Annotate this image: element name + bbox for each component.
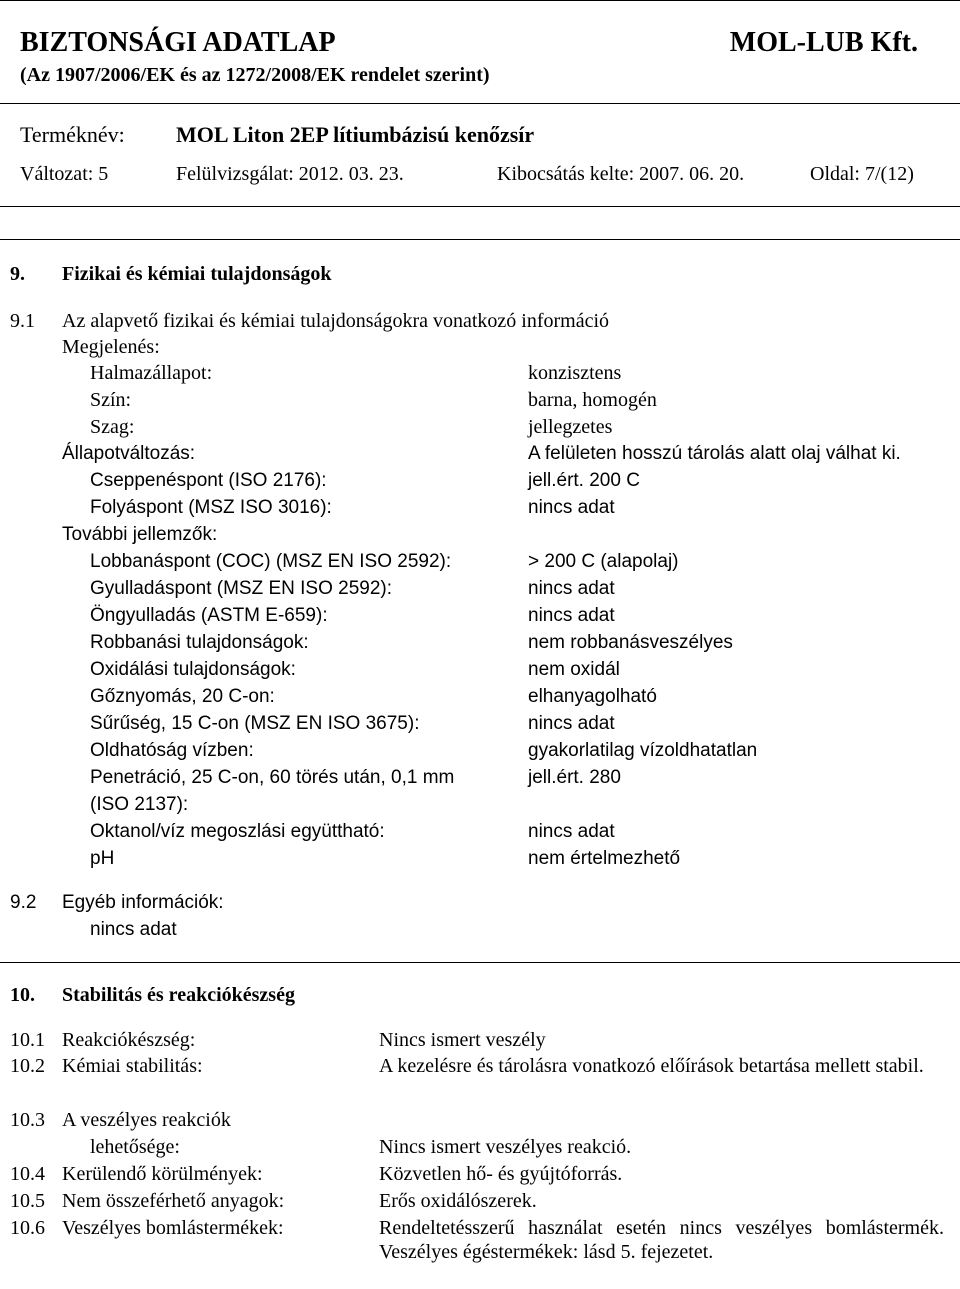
ph-label: pH [90,848,115,869]
item-10-5-label: Nem összeférhető anyagok: [62,1190,285,1212]
vapor-pressure-value: elhanyagolható [528,686,657,707]
penetration-value: jell.ért. 280 [528,767,621,788]
other-properties-label: További jellemzők: [62,524,218,545]
flash-point-coc-label: Lobbanáspont (COC) (MSZ EN ISO 2592): [90,551,452,572]
penetration-label-cont: (ISO 2137): [90,794,189,815]
section-10-title: Stabilitás és reakciókészség [62,984,295,1006]
company-name: MOL-LUB Kft. [729,27,918,58]
document-title: BIZTONSÁGI ADATLAP [20,27,336,58]
drop-point-value: jell.ért. 200 C [528,470,640,491]
autoignition-value: nincs adat [528,605,615,626]
page-number: Oldal: 7/(12) [810,163,914,185]
section-10-number: 10. [10,984,35,1006]
octanol-water-label: Oktanol/víz megoszlási együttható: [90,821,385,842]
revision-date: Felülvizsgálat: 2012. 03. 23. [176,163,404,185]
section-rule [0,239,960,240]
item-10-2-label: Kémiai stabilitás: [62,1055,203,1077]
header-bottom-rule [0,206,960,207]
issue-date: Kibocsátás kelte: 2007. 06. 20. [497,163,745,185]
item-10-6-label: Veszélyes bomlástermékek: [62,1217,284,1239]
oxidizing-properties-label: Oxidálási tulajdonságok: [90,659,296,680]
item-10-3-value: Nincs ismert veszélyes reakció. [379,1136,632,1158]
version: Változat: 5 [20,163,109,185]
explosive-properties-label: Robbanási tulajdonságok: [90,632,309,653]
regulation-reference: (Az 1907/2006/EK és az 1272/2008/EK rendelet szerint) [20,64,490,86]
solubility-label: Oldhatóság vízben: [90,740,254,761]
color-label: Szín: [90,389,132,411]
penetration-label: Penetráció, 25 C-on, 60 törés után, 0,1 mm [90,767,455,788]
product-label: Terméknév: [20,122,125,147]
vapor-pressure-label: Gőznyomás, 20 C-on: [90,686,275,707]
state-value: konzisztens [528,362,622,384]
odor-value: jellegzetes [528,416,613,438]
document-header [0,0,960,240]
section-9-number: 9. [10,263,25,285]
product-name: MOL Liton 2EP lítiumbázisú kenőzsír [176,122,535,147]
section-divider [0,962,960,963]
item-10-4-label: Kerülendő körülmények: [62,1163,263,1185]
item-10-6-value: Rendeltetésszerű használat esetén nincs veszélyes bomlástermék. Veszélyes égéstermékek: lásd 5. fejezetet. [379,1217,944,1263]
subsection-9-2-title: Egyéb információk: [62,892,224,913]
section-9-title: Fizikai és kémiai tulajdonságok [62,263,332,285]
state-label: Halmazállapot: [90,362,213,384]
item-10-1-label: Reakciókészség: [62,1029,196,1051]
header-mid-rule [0,103,960,104]
item-10-3-number: 10.3 [10,1109,45,1131]
item-10-3-label: A veszélyes reakciók [62,1109,231,1131]
item-10-4-number: 10.4 [10,1163,45,1185]
item-10-2-value: A kezelésre és tárolásra vonatkozó előírások betartása mellett stabil. [379,1055,924,1077]
autoignition-label: Öngyulladás (ASTM E-659): [90,605,328,626]
pour-point-label: Folyáspont (MSZ ISO 3016): [90,497,332,518]
state-change-label: Állapotváltozás: [62,443,196,464]
solubility-value: gyakorlatilag vízoldhatatlan [528,740,758,761]
octanol-water-value: nincs adat [528,821,615,842]
drop-point-label: Cseppenéspont (ISO 2176): [90,470,327,491]
item-10-1-number: 10.1 [10,1029,45,1051]
subsection-9-1-number: 9.1 [10,310,35,332]
ignition-point-value: nincs adat [528,578,615,599]
item-10-2-number: 10.2 [10,1055,45,1077]
density-label: Sűrűség, 15 C-on (MSZ EN ISO 3675): [90,713,420,734]
item-10-5-number: 10.5 [10,1190,45,1212]
color-value: barna, homogén [528,389,657,411]
ignition-point-label: Gyulladáspont (MSZ EN ISO 2592): [90,578,393,599]
ph-value: nem értelmezhető [528,848,681,869]
item-10-1-value: Nincs ismert veszély [379,1029,546,1051]
item-10-4-value: Közvetlen hő- és gyújtóforrás. [379,1163,623,1185]
header-top-rule [0,0,960,1]
subsection-9-1-title: Az alapvető fizikai és kémiai tulajdonságokra vonatkozó információ [62,310,610,332]
flash-point-coc-value: > 200 C (alapolaj) [528,551,679,572]
density-value: nincs adat [528,713,615,734]
appearance-label: Megjelenés: [62,336,160,358]
pour-point-value: nincs adat [528,497,615,518]
odor-label: Szag: [90,416,135,438]
oxidizing-properties-value: nem oxidál [528,659,620,680]
item-10-3-label-cont: lehetősége: [90,1136,180,1158]
item-10-6-number: 10.6 [10,1217,45,1239]
explosive-properties-value: nem robbanásveszélyes [528,632,733,653]
subsection-9-2-number: 9.2 [10,892,37,913]
item-10-5-value: Erős oxidálószerek. [379,1190,537,1212]
subsection-9-2-value: nincs adat [90,919,177,940]
state-change-value: A felületen hosszú tárolás alatt olaj válhat ki. [528,443,901,464]
